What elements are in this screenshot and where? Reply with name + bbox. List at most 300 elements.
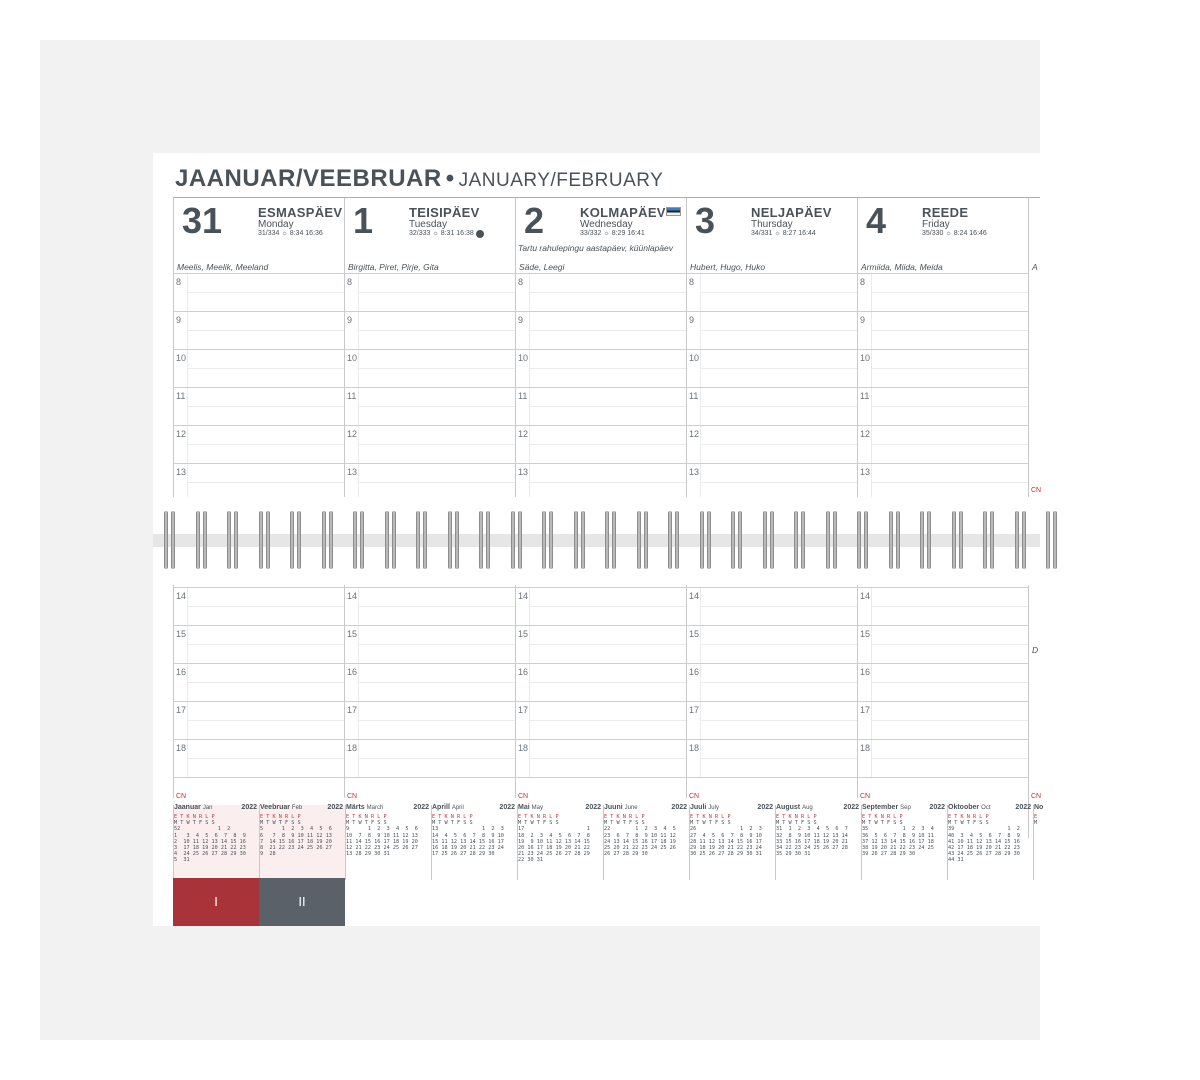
hour-slot[interactable] [516, 387, 687, 425]
week-row: 39 1 2 [948, 826, 1020, 833]
tab-part-two[interactable] [259, 878, 345, 926]
weekday-row: E T K N R L P [948, 814, 989, 820]
hour-label: 8 [176, 277, 182, 287]
spiral-coil [289, 511, 303, 569]
weekday-row-english: M T W T F S S [948, 820, 989, 827]
mini-month [173, 805, 259, 880]
week-row: 38 19 20 21 22 23 24 25 [862, 845, 934, 852]
week-row: 37 12 13 14 15 16 17 18 [862, 838, 934, 845]
week-row: 43 24 25 26 27 28 29 30 [948, 851, 1020, 858]
weekday-row-english: M T W T F S S [518, 820, 559, 827]
hour-slot-empty[interactable] [516, 777, 687, 798]
week-row: 5 31 [174, 857, 190, 864]
week-row: 19 9 10 11 12 13 14 15 [518, 838, 590, 845]
hour-slot[interactable] [687, 425, 858, 463]
month-header [690, 805, 775, 814]
weekday-row-english: M T W T F S S [604, 820, 645, 827]
hour-slot[interactable] [858, 387, 1029, 425]
tab-part-one[interactable] [173, 878, 259, 926]
hour-label: 8 [347, 277, 353, 287]
hour-label: 15 [176, 629, 187, 639]
cn-label: CN [1031, 793, 1042, 800]
hour-label: 17 [347, 705, 358, 715]
hour-label: 9 [689, 315, 695, 325]
hour-label: 14 [176, 591, 187, 601]
month-header [1034, 805, 1119, 814]
hour-slot[interactable] [858, 663, 1029, 701]
hour-label: 16 [518, 667, 529, 677]
mini-month [775, 805, 861, 880]
week-row: 4 24 25 26 27 28 29 30 [174, 851, 246, 858]
hour-label: 8 [860, 277, 866, 287]
mini-month [1033, 805, 1119, 880]
hour-slot[interactable] [516, 273, 687, 311]
month-name: No [1034, 804, 1044, 811]
hour-slot[interactable] [516, 739, 687, 777]
hour-label: 14 [518, 591, 529, 601]
name-days: Säde, Leegi [519, 262, 565, 272]
week-row: 41 10 11 12 13 14 15 16 [948, 838, 1020, 845]
week-row: 1 3 4 5 6 7 8 9 [174, 832, 246, 839]
hour-slot[interactable] [516, 349, 687, 387]
hour-slot[interactable] [345, 587, 516, 625]
spiral-coil [226, 511, 240, 569]
mini-month [861, 805, 947, 880]
week-row: 30 25 26 27 28 29 30 31 [690, 851, 762, 858]
hour-slot[interactable] [516, 311, 687, 349]
month-name: Juuni [604, 804, 623, 811]
day-name: TEISIPÄEV [409, 205, 480, 220]
week-row: 16 18 19 20 21 22 23 24 [432, 845, 504, 852]
spiral-coil [163, 511, 177, 569]
spiral-coil [478, 511, 492, 569]
hour-slot[interactable] [345, 387, 516, 425]
month-year: 2022 [1015, 804, 1031, 811]
day-number: 3 [695, 200, 716, 241]
title-english: JANUARY/FEBRUARY [458, 170, 664, 191]
weekday-row: E T K N R L P [862, 814, 903, 820]
holiday-note: Tartu rahulepingu aastapäev, küünlapäev [518, 243, 674, 253]
hour-label: 9 [347, 315, 353, 325]
hour-slot[interactable] [858, 701, 1029, 739]
spiral-binding [153, 497, 1040, 585]
hour-label: 13 [347, 467, 358, 477]
mini-month [345, 805, 431, 880]
week-row: 39 26 27 28 29 30 [862, 851, 916, 858]
hour-slot[interactable] [345, 463, 516, 501]
month-header [260, 805, 345, 814]
hour-slot[interactable] [174, 739, 345, 777]
hour-slot[interactable] [687, 311, 858, 349]
hour-label: 10 [347, 353, 358, 363]
hour-label: 16 [689, 667, 700, 677]
hour-slot[interactable] [687, 273, 858, 311]
month-header [432, 805, 517, 814]
spiral-coil [415, 511, 429, 569]
month-name-english: June [624, 805, 638, 811]
spiral-coil [352, 511, 366, 569]
spiral-coil [447, 511, 461, 569]
hour-label: 17 [689, 705, 700, 715]
spiral-coil [604, 511, 618, 569]
weekday-row: E [1034, 814, 1038, 820]
mini-month [947, 805, 1033, 880]
month-name-english: July [708, 805, 719, 811]
weekday-row-english: M T W T F S S [690, 820, 731, 827]
month-name-english: Feb [291, 805, 303, 811]
week-row: 13 1 2 3 [432, 826, 504, 833]
hour-slot[interactable] [516, 663, 687, 701]
week-row: 31 1 2 3 4 5 6 7 [776, 826, 848, 833]
year-overview [173, 804, 1044, 880]
week-row: 24 13 14 15 16 17 18 19 [604, 838, 676, 845]
spiral-coil [951, 511, 965, 569]
month-year: 2022 [413, 804, 429, 811]
tab-part-one-label: I [214, 894, 218, 909]
day-name-english: Thursday [751, 219, 793, 230]
week-row: 5 1 2 3 4 5 6 [260, 826, 332, 833]
hour-slot[interactable] [858, 739, 1029, 777]
day-name: NELJAPÄEV [751, 205, 832, 220]
mini-month [603, 805, 689, 880]
week-row: 20 16 17 18 19 20 21 22 [518, 845, 590, 852]
hour-slot[interactable] [516, 425, 687, 463]
hour-slot[interactable] [687, 349, 858, 387]
week-row: 27 4 5 6 7 8 9 10 [690, 832, 762, 839]
weekday-row: E T K N R L P [518, 814, 559, 820]
hour-slot[interactable] [345, 739, 516, 777]
cn-label: CN [176, 793, 187, 800]
hour-label: 16 [860, 667, 871, 677]
hour-label: 13 [860, 467, 871, 477]
weekday-row: E T K N R L P [432, 814, 473, 820]
day-info: 34/331 ☼ 8:27 16:44 [751, 230, 816, 237]
hour-slot[interactable] [174, 587, 345, 625]
month-year: 2022 [327, 804, 343, 811]
hour-label: 10 [518, 353, 529, 363]
hour-slot[interactable] [174, 425, 345, 463]
hour-label: 13 [176, 467, 187, 477]
hour-slot[interactable] [858, 425, 1029, 463]
spiral-coil [384, 511, 398, 569]
day-header [858, 198, 1029, 273]
name-days: Armiida, Miida, Meida [861, 262, 943, 272]
week-row: 22 1 2 3 4 5 [604, 826, 676, 833]
hour-label: 9 [860, 315, 866, 325]
spiral-coil [1014, 511, 1028, 569]
week-row: 6 7 8 9 10 11 12 13 [260, 832, 332, 839]
weekday-row-english: M T W T F S S [346, 820, 387, 827]
week-row: 36 5 6 7 8 9 10 11 [862, 832, 934, 839]
day-header [516, 198, 687, 273]
spiral-coil [888, 511, 902, 569]
weekday-row-english: M T W T F S S [776, 820, 817, 827]
month-name-english: Jan [202, 805, 213, 811]
month-name-english: Oct [981, 805, 991, 811]
spiral-coil [699, 511, 713, 569]
title-estonian: JAANUAR/VEEBRUAR [175, 165, 442, 192]
hour-label: 15 [689, 629, 700, 639]
hour-slot[interactable] [174, 387, 345, 425]
month-name-english: March [366, 805, 384, 811]
month-name-english: Sep [900, 805, 911, 811]
hour-slot[interactable] [345, 701, 516, 739]
weekday-row-english: M T W T F S S [862, 820, 903, 827]
week-row: 3 17 18 19 20 21 22 23 [174, 845, 246, 852]
hour-label: 10 [689, 353, 700, 363]
hour-slot[interactable] [687, 387, 858, 425]
hour-slot[interactable] [174, 625, 345, 663]
hour-slot[interactable] [858, 463, 1029, 501]
hour-label: 13 [518, 467, 529, 477]
week-row: 21 23 24 25 26 27 28 29 [518, 851, 590, 858]
month-year: 2022 [843, 804, 859, 811]
week-row: 28 11 12 13 14 15 16 17 [690, 838, 762, 845]
weekday-row: E T K N R L P [690, 814, 731, 820]
hour-label: 18 [860, 743, 871, 753]
day-number: 31 [182, 200, 223, 241]
hour-slot[interactable] [174, 663, 345, 701]
hour-slot-empty[interactable] [174, 777, 345, 798]
hour-label: 9 [176, 315, 182, 325]
moon-phase-icon [476, 230, 484, 238]
hour-label: 14 [860, 591, 871, 601]
name-days: Meelis, Meelik, Meeland [177, 262, 269, 272]
hour-label: 12 [689, 429, 700, 439]
tab-part-two-label: II [298, 894, 306, 909]
week-row: 14 4 5 6 7 8 9 10 [432, 832, 504, 839]
spiral-coil [982, 511, 996, 569]
hour-slot[interactable] [516, 701, 687, 739]
cn-label: CN [689, 793, 700, 800]
month-header [174, 805, 259, 814]
week-row: 13 28 29 30 31 [346, 851, 390, 858]
day-name-english: Friday [922, 219, 950, 230]
day-header [345, 198, 516, 273]
week-row: 52 1 2 [174, 826, 231, 833]
cn-label: CN [518, 793, 529, 800]
weekday-row: E T K N R L P [174, 814, 215, 820]
month-name-english: April [451, 805, 464, 811]
week-row: 9 28 [260, 851, 276, 858]
hour-label: 16 [347, 667, 358, 677]
hour-label: 18 [347, 743, 358, 753]
hour-slot[interactable] [858, 349, 1029, 387]
mini-month [259, 805, 345, 880]
week-row: 18 2 3 4 5 6 7 8 [518, 832, 590, 839]
day-name-english: Wednesday [580, 219, 633, 230]
hour-slot[interactable] [174, 701, 345, 739]
weekday-row-english: M [1034, 820, 1038, 827]
week-row: 12 21 22 23 24 25 26 27 [346, 845, 418, 852]
week-row: 9 1 2 3 4 5 6 [346, 826, 418, 833]
hour-slot[interactable] [174, 463, 345, 501]
weekday-row: E T K N R L P [776, 814, 817, 820]
hour-slot[interactable] [858, 587, 1029, 625]
cn-label: CN [1031, 487, 1042, 494]
hour-slot[interactable] [516, 463, 687, 501]
week-row: 10 7 8 9 10 11 12 13 [346, 832, 418, 839]
hour-label: 11 [860, 391, 870, 401]
month-name: Märts [346, 804, 365, 811]
hour-label: 14 [347, 591, 358, 601]
week-row: 44 31 [948, 857, 964, 864]
month-year: 2022 [671, 804, 687, 811]
hour-label: 9 [518, 315, 524, 325]
week-row: 7 14 15 16 17 18 19 20 [260, 838, 332, 845]
month-header [518, 805, 603, 814]
month-name: Juuli [690, 804, 707, 811]
hour-slot[interactable] [687, 663, 858, 701]
hour-slot[interactable] [687, 463, 858, 501]
week-row: 17 25 26 27 28 29 30 [432, 851, 495, 858]
week-row: 35 29 30 31 [776, 851, 811, 858]
month-year: 2022 [929, 804, 945, 811]
week-row: 35 1 2 3 4 [862, 826, 934, 833]
month-year: 2022 [499, 804, 515, 811]
hour-slot[interactable] [516, 587, 687, 625]
week-row: 15 11 12 13 14 15 16 17 [432, 838, 504, 845]
month-name: Oktoober [948, 804, 980, 811]
name-days: A [1032, 262, 1038, 272]
weekday-row-english: M T W T F S S [260, 820, 301, 827]
day-info: 33/332 ☼ 8:29 16:41 [580, 230, 645, 237]
hour-label: 10 [860, 353, 871, 363]
hour-slot-empty[interactable] [858, 777, 1029, 798]
hour-slot[interactable] [345, 311, 516, 349]
hour-label: 15 [518, 629, 529, 639]
hour-slot[interactable] [174, 311, 345, 349]
month-name: Veebruar [260, 804, 290, 811]
hour-slot-empty[interactable] [345, 777, 516, 798]
hour-slot[interactable] [345, 663, 516, 701]
month-name: September [862, 804, 899, 811]
hour-slot[interactable] [345, 349, 516, 387]
day-name: ESMASPÄEV [258, 205, 343, 220]
hour-label: 11 [347, 391, 357, 401]
hour-label: 15 [347, 629, 358, 639]
month-header [862, 805, 947, 814]
day-number: 4 [866, 200, 887, 241]
hour-slot[interactable] [174, 273, 345, 311]
hour-label: 12 [347, 429, 358, 439]
month-name: August [776, 804, 801, 811]
day-info: 32/333 ☼ 8:31 16:38 [409, 230, 474, 237]
weekday-row-english: M T W T F S S [432, 820, 473, 827]
weekday-row: E T K N R L P [346, 814, 387, 820]
cn-label: CN [860, 793, 871, 800]
hour-label: 18 [689, 743, 700, 753]
hour-slot[interactable] [687, 701, 858, 739]
week-row: 11 14 15 16 17 18 19 20 [346, 838, 418, 845]
month-name: Aprill [432, 804, 450, 811]
hour-label: 15 [860, 629, 871, 639]
day-number: 1 [353, 200, 374, 241]
month-year: 2022 [585, 804, 601, 811]
hour-label: 16 [176, 667, 187, 677]
hour-slot[interactable] [345, 425, 516, 463]
page-title [175, 165, 663, 193]
day-name-english: Tuesday [409, 219, 447, 230]
hour-label: 18 [176, 743, 187, 753]
hour-slot[interactable] [516, 625, 687, 663]
week-row: 17 1 [518, 826, 590, 833]
month-header [948, 805, 1033, 814]
flag-icon [666, 207, 681, 216]
week-row: 33 15 16 17 18 19 20 21 [776, 838, 848, 845]
week-row: 34 22 23 24 25 26 27 28 [776, 845, 848, 852]
hour-slot[interactable] [345, 273, 516, 311]
hour-slot-empty[interactable] [687, 777, 858, 798]
month-name-english: May [531, 805, 543, 811]
spiral-coil [1045, 511, 1059, 569]
weekday-row: E T K N R L P [260, 814, 301, 820]
month-name-english: Aug [802, 805, 813, 811]
hour-label: 17 [176, 705, 187, 715]
mini-month [431, 805, 517, 880]
week-row: 26 27 28 29 30 [604, 851, 648, 858]
hour-slot[interactable] [174, 349, 345, 387]
day-name-english: Monday [258, 219, 294, 230]
title-separator: • [445, 165, 455, 192]
hour-label: 18 [518, 743, 529, 753]
hour-slot[interactable] [687, 587, 858, 625]
week-row: 26 1 2 3 [690, 826, 762, 833]
calendar-sheet [153, 153, 1044, 926]
day-header [687, 198, 858, 273]
week-row: 25 20 21 22 23 24 25 26 [604, 845, 676, 852]
hour-label: 13 [689, 467, 700, 477]
month-year: 2022 [241, 804, 257, 811]
day-number: 2 [524, 200, 545, 241]
week-row: 42 17 18 19 20 21 22 23 [948, 845, 1020, 852]
week-row: 22 30 31 [518, 857, 543, 864]
spiral-coil [667, 511, 681, 569]
hour-slot[interactable] [858, 273, 1029, 311]
hour-label: 17 [860, 705, 871, 715]
spiral-coil [730, 511, 744, 569]
hour-label: 14 [689, 591, 700, 601]
week-row: 40 3 4 5 6 7 8 9 [948, 832, 1020, 839]
spiral-coil [510, 511, 524, 569]
hour-slot[interactable] [858, 625, 1029, 663]
month-header [776, 805, 861, 814]
weekday-row: E T K N R L P [604, 814, 645, 820]
spiral-coil [825, 511, 839, 569]
spiral-coil [321, 511, 335, 569]
hour-label: 10 [176, 353, 187, 363]
week-row: 23 6 7 8 9 10 11 12 [604, 832, 676, 839]
week-row: 8 21 22 23 24 25 26 27 [260, 845, 332, 852]
spiral-coil [541, 511, 555, 569]
month-header [346, 805, 431, 814]
hour-slot[interactable] [345, 625, 516, 663]
hour-label: 11 [518, 391, 528, 401]
day-name: KOLMAPÄEV [580, 205, 666, 220]
spiral-coil [573, 511, 587, 569]
hour-slot[interactable] [687, 739, 858, 777]
day-info: 35/330 ☼ 8:24 16:46 [922, 230, 987, 237]
week-row: 29 18 19 20 21 22 23 24 [690, 845, 762, 852]
hour-slot[interactable] [858, 311, 1029, 349]
hour-label: 12 [518, 429, 529, 439]
mini-month [517, 805, 603, 880]
hour-label: 11 [176, 391, 186, 401]
spiral-coil [258, 511, 272, 569]
month-header [604, 805, 689, 814]
name-days: D [1032, 645, 1039, 655]
hour-slot[interactable] [687, 625, 858, 663]
